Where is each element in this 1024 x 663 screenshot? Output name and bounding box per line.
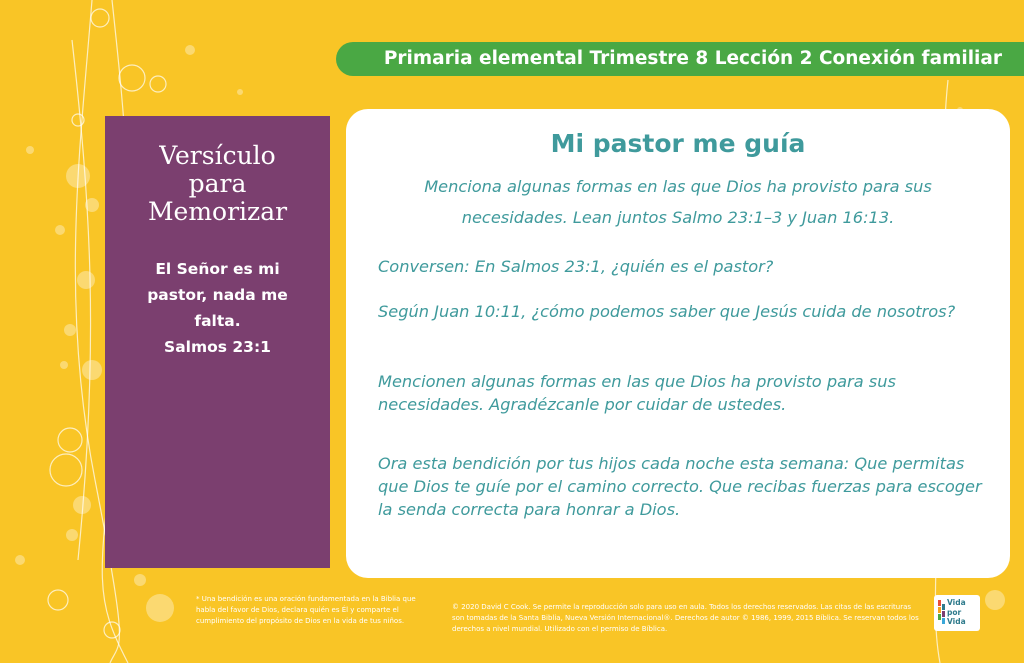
blessing-footnote: * Una bendición es una oración fundamentada en la Biblia que habla del favor de Dios, declara quién es Él y comparte el cumplimiento del propósito de Dios en la vida de tus niños. — [196, 595, 416, 625]
card-intro: Menciona algunas formas en las que Dios ha provisto para sus necesidades. Lean juntos Salmo 23:1–3 y Juan 16:13. — [424, 177, 932, 227]
logo-bars-icon — [938, 600, 946, 626]
memory-verse-title — [105, 142, 330, 226]
copyright-notice: © 2020 David C Cook. Se permite la reproducción solo para uso en aula. Todos los derechos reservados. Las citas de las escrituras son tomadas de la Santa Biblia, Nueva Versión Internacional®. Derechos de autor © 1986, 1999, 2015 Bíblica. Se reservan todos los derechos a nivel mundial. Utilizado con el permiso de Bíblica. — [452, 603, 919, 633]
memory-verse-title-line: Versículo — [159, 141, 276, 170]
card-title: Mi pastor me guía — [550, 129, 806, 158]
memory-verse-reference: Salmos 23:1 — [164, 338, 271, 356]
thanksgiving-prompt: Mencionen algunas formas en las que Dios ha provisto para sus necesidades. Agradézcanle por cuidar de ustedes. — [378, 372, 896, 414]
blessing-prayer: Ora esta bendición por tus hijos cada noche esta semana: Que permitas que Dios te guíe por el camino correcto. Que recibas fuerzas para escoger la senda correcta para honrar a Dios. — [378, 454, 982, 519]
memory-verse-line: El Señor es mi — [155, 260, 280, 278]
logo-text-line: por — [947, 607, 962, 617]
discussion-question: Conversen: En Salmos 23:1, ¿quién es el pastor? — [378, 257, 774, 276]
logo-text — [947, 598, 966, 627]
memory-verse-line: pastor, nada me — [147, 286, 288, 304]
family-connection-card — [346, 109, 1010, 578]
vida-por-vida-logo — [934, 595, 980, 631]
memory-verse-line: falta. — [194, 312, 241, 330]
memory-verse-title-line: para — [188, 169, 247, 198]
lesson-banner: Primaria elemental Trimestre 8 Lección 2 Conexión familiar — [336, 42, 1024, 76]
memory-verse-title-line: Memorizar — [147, 197, 288, 226]
logo-text-line: Vida — [947, 598, 966, 607]
memory-verse-text — [105, 256, 330, 360]
discussion-question: Según Juan 10:11, ¿cómo podemos saber que Jesús cuida de nosotros? — [378, 302, 956, 321]
logo-text-line: Vida — [947, 617, 966, 626]
memory-verse-panel — [105, 116, 330, 568]
